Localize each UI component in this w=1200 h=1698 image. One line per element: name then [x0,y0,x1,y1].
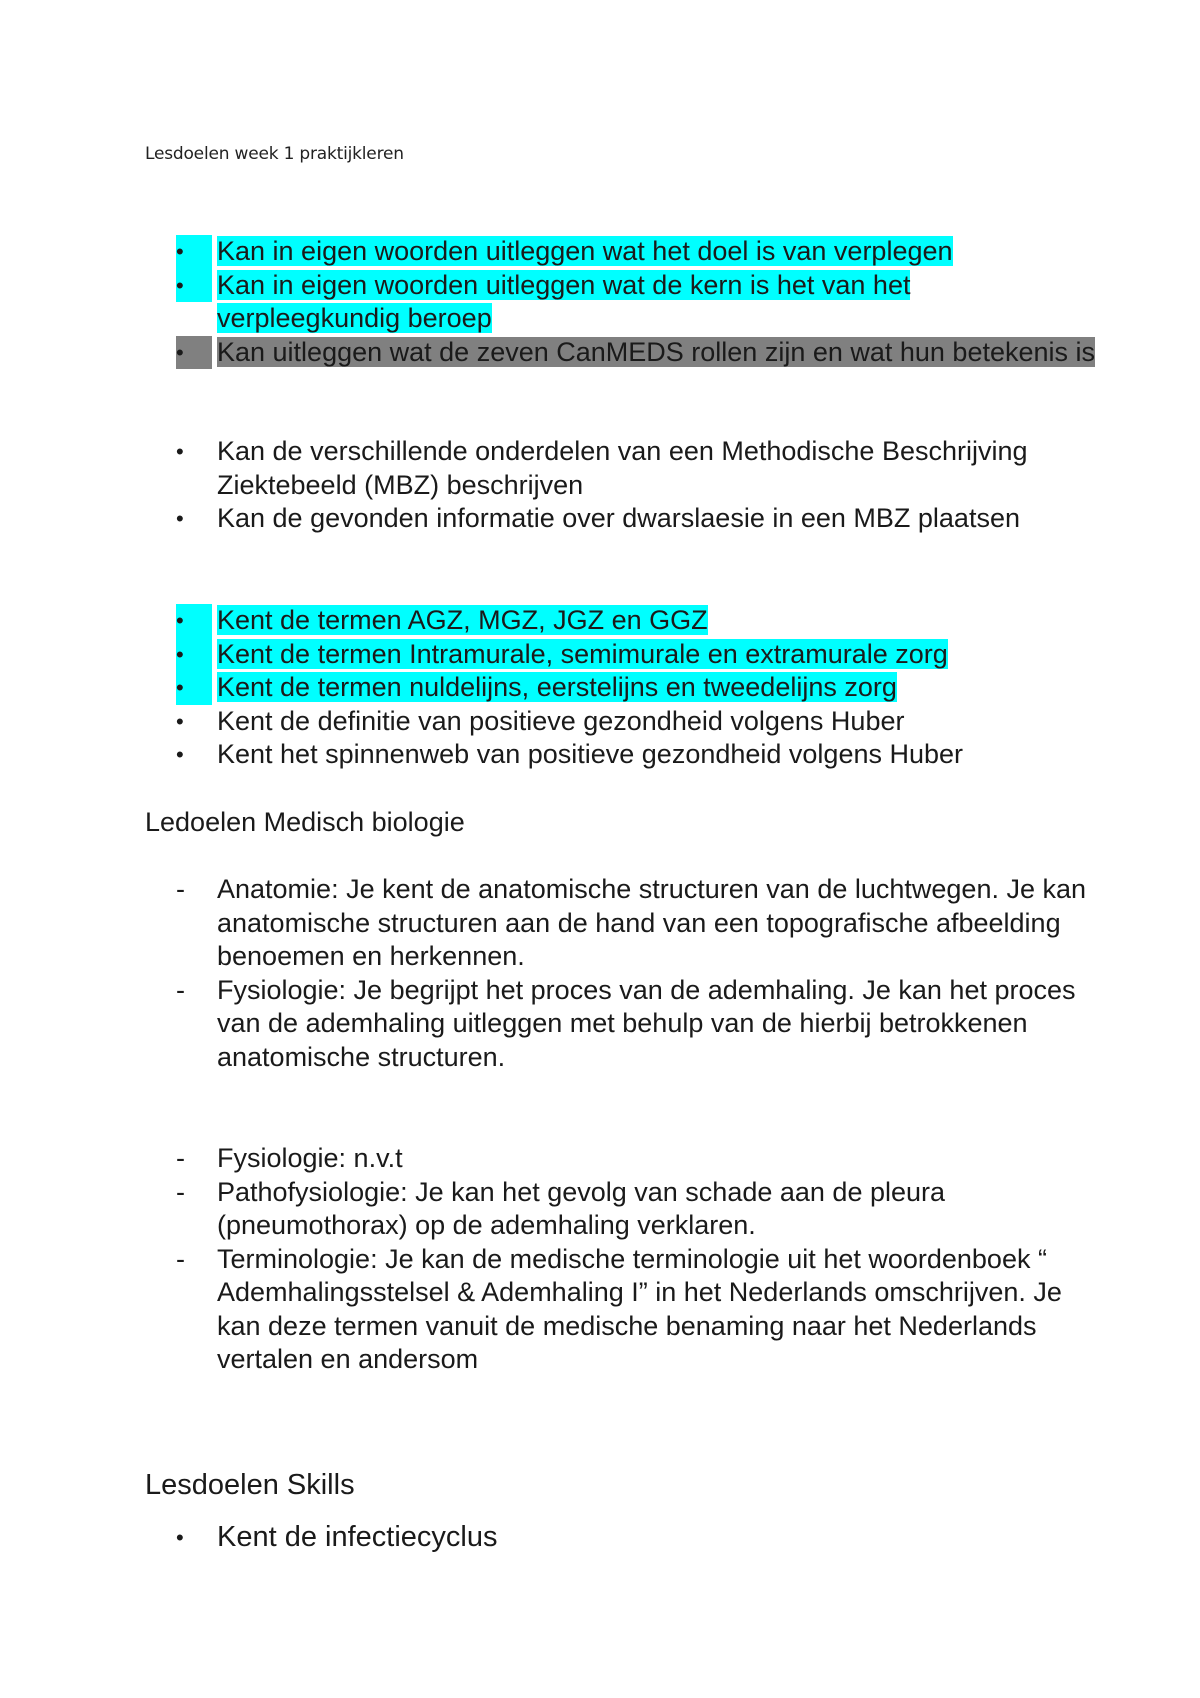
list-item-text: Kent de infectiecyclus [217,1521,498,1553]
list-item [0,974,1097,1075]
list-item [0,269,1097,336]
bullet-list-goals-2 [0,435,1200,536]
list-item-text: Pathofysiologie: Je kan het gevolg van schade aan de pleura (pneumothorax) op de ademhaling verklaren. [217,1176,946,1240]
bullet-list-goals-3 [0,604,1200,772]
list-item-text: Fysiologie: Je begrijpt het proces van de ademhaling. Je kan het proces van de ademhaling uitleggen met behulp van de hierbij betrokkenen anatomische structuren. [217,974,1076,1072]
dash-marker: - [176,1243,185,1274]
list-item-text: Kent de definitie van positieve gezondheid volgens Huber [217,705,905,736]
list-item [0,502,1097,536]
bullet-marker: • [176,742,184,767]
list-item-text: Kent de termen nuldelijns, eerstelijns en tweedelijns zorg [217,672,897,702]
list-item [0,1142,1097,1176]
list-item [0,604,1097,638]
list-item-text: Kan uitleggen wat de zeven CanMEDS rollen zijn en wat hun betekenis is [217,336,1096,367]
dash-list-medisch-1 [0,873,1200,1074]
bullet-marker: • [176,671,212,705]
document-title: Lesdoelen week 1 praktijkleren [145,144,404,164]
list-item-text: Kan in eigen woorden uitleggen wat de kern is het van het verpleegkundig beroep [217,269,911,333]
section-heading-skills: Lesdoelen Skills [145,1469,355,1501]
bullet-list-goals-1 [0,235,1200,369]
list-item-text: Terminologie: Je kan de medische terminologie uit het woordenboek “ Ademhalingsstelsel & Ademhaling I” in het Nederlands omschrijven. Je kan deze termen vanuit de medische benaming naar het Nederlands vertalen en andersom [217,1243,1062,1374]
bullet-marker: • [176,638,212,672]
list-item [0,1176,1097,1243]
list-item [0,235,1097,269]
list-item [0,1521,1097,1555]
list-item [0,1243,1097,1377]
list-item [0,638,1097,672]
list-item [0,671,1097,705]
section-heading-medisch-biologie: Ledoelen Medisch biologie [145,807,465,837]
list-item-text: Kan in eigen woorden uitleggen wat het doel is van verplegen [217,236,953,266]
list-item-text: Anatomie: Je kent de anatomische structuren van de luchtwegen. Je kan anatomische structuren aan de hand van een topografische afbeelding benoemen en herkennen. [217,874,1087,971]
list-item [0,738,1097,772]
dash-marker: - [176,974,185,1005]
dash-marker: - [176,874,185,904]
dash-marker: - [176,1143,185,1173]
bullet-list-skills [0,1521,1200,1555]
list-item-text: Fysiologie: n.v.t [217,1143,403,1173]
bullet-marker: • [176,1525,184,1550]
list-item-text: Kan de gevonden informatie over dwarslaesie in een MBZ plaatsen [217,503,1020,533]
bullet-marker: • [176,604,212,638]
list-item-text: Kent het spinnenweb van positieve gezondheid volgens Huber [217,739,964,769]
list-item-text: Kan de verschillende onderdelen van een Methodische Beschrijving Ziektebeeld (MBZ) beschrijven [217,436,1028,500]
list-item [0,873,1097,974]
bullet-marker: • [176,439,184,464]
dash-list-medisch-2 [0,1142,1200,1377]
bullet-marker: • [176,708,184,734]
bullet-marker: • [176,235,212,269]
list-item-text: Kent de termen Intramurale, semimurale en extramurale zorg [217,638,948,669]
bullet-marker: • [176,506,184,531]
bullet-marker: • [176,336,212,370]
list-item [0,336,1097,370]
list-item-text: Kent de termen AGZ, MGZ, JGZ en GGZ [217,605,708,635]
list-item [0,435,1097,502]
bullet-marker: • [176,269,212,303]
list-item [0,705,1097,739]
dash-marker: - [176,1176,185,1207]
